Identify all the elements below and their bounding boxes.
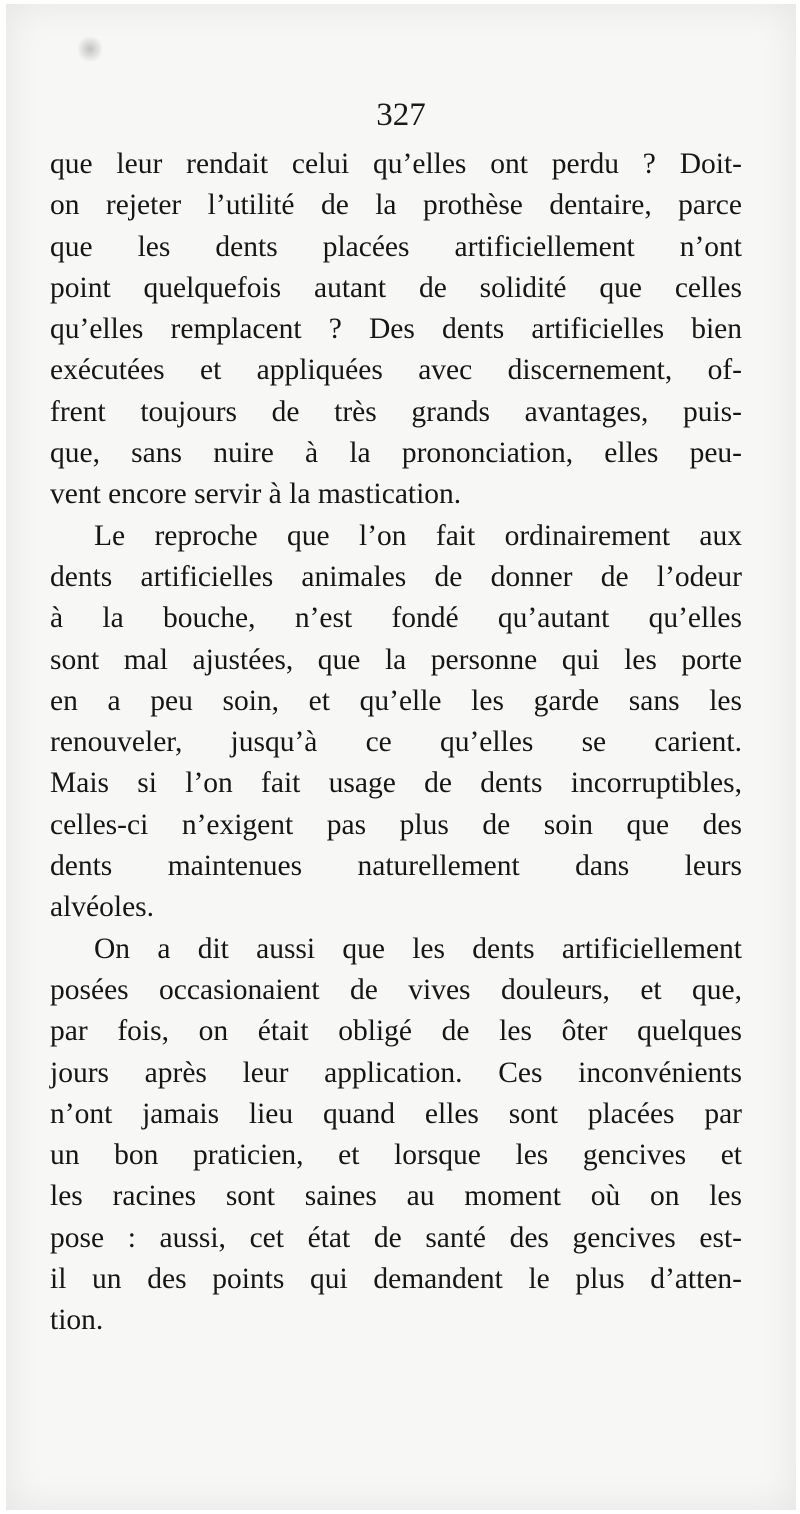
text-line: il un des points qui demandent le plus d’atten-: [50, 1263, 742, 1296]
text-line: on rejeter l’utilité de la prothèse dentaire, parce: [50, 189, 742, 222]
text-line: que les dents placées artificiellement n’ont: [50, 230, 742, 263]
text-line: n’ont jamais lieu quand elles sont placées par: [50, 1097, 742, 1130]
text-line: jours après leur application. Ces inconvénients: [50, 1056, 742, 1089]
text-line: en a peu soin, et qu’elle les garde sans les: [50, 684, 742, 717]
text-line: à la bouche, n’est fondé qu’autant qu’elles: [50, 602, 742, 635]
text-line: dents maintenues naturellement dans leurs: [50, 850, 742, 883]
text-line: point quelquefois autant de solidité que celles: [50, 271, 742, 304]
book-page: [6, 4, 796, 1510]
text-line: frent toujours de très grands avantages, puis-: [50, 395, 742, 428]
paragraph: [50, 929, 742, 1342]
text-line: dents artificielles animales de donner de l’odeur: [50, 560, 742, 593]
text-line: un bon praticien, et lorsque les gencives et: [50, 1139, 742, 1172]
text-line: que, sans nuire à la prononciation, elles peu-: [50, 437, 742, 470]
text-line: que leur rendait celui qu’elles ont perdu ? Doit-: [50, 148, 742, 180]
text-line: On a dit aussi que les dents artificiellement: [94, 932, 742, 965]
paragraph: [50, 516, 742, 929]
body-text: [50, 144, 742, 1342]
text-line: par fois, on était obligé de les ôter quelques: [50, 1015, 742, 1048]
text-line: vent encore servir à la mastication.: [50, 478, 462, 511]
text-line: posées occasionaient de vives douleurs, et que,: [50, 973, 742, 1006]
text-line: les racines sont saines au moment où on les: [50, 1180, 742, 1213]
text-line: sont mal ajustées, que la personne qui les porte: [50, 643, 742, 676]
paragraph: [50, 144, 742, 516]
text-line: alvéoles.: [50, 891, 155, 924]
text-line: Le reproche que l’on fait ordinairement aux: [94, 519, 742, 552]
page-number: 327: [376, 97, 426, 133]
text-line: renouveler, jusqu’à ce qu’elles se carient.: [50, 726, 742, 759]
text-line: exécutées et appliquées avec discernement, of-: [50, 354, 742, 387]
text-line: qu’elles remplacent ? Des dents artificielles bien: [50, 313, 742, 346]
text-line: Mais si l’on fait usage de dents incorruptibles,: [50, 767, 742, 800]
text-line: celles-ci n’exigent pas plus de soin que des: [50, 808, 742, 841]
text-line: tion.: [50, 1304, 104, 1337]
text-line: pose : aussi, cet état de santé des gencives est-: [50, 1221, 742, 1254]
ink-stain: [78, 34, 102, 64]
